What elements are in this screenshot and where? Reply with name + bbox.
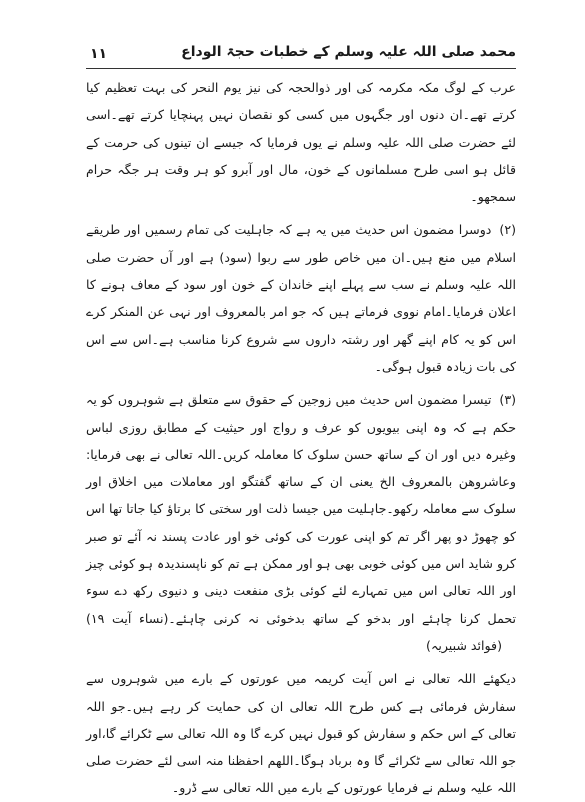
source-citation: (فوائد شبیریہ) — [426, 637, 502, 653]
paragraph-2 — [86, 216, 516, 380]
paragraph-2-text: دوسرا مضمون اس حدیث میں یہ ہے کہ جاہلیت کی تمام رسمیں اور طریقے اسلام میں منع ہیں۔ان میں خاص طور سے ربوا (سود) ہے اور آں حضرت صلی اللہ علیہ وسلم نے سب سے پہلے اپنے خاندان کے خون اور سود کے معاف ہونے کا اعلان فرمایا۔امام نووی فرماتے ہیں کہ جو امر بالمعروف اور نہی عن المنکر کرے اس کو یہ کام اپنے گھر اور رشتہ داروں سے شروع کرنا مناسب ہے۔اس سے اس کی بات زیادہ قبول ہوگی۔ — [86, 222, 516, 374]
paragraph-3-text: تیسرا مضمون اس حدیث میں زوجین کے حقوق سے متعلق ہے شوہروں کو یہ حکم ہے کہ وہ اپنی بیویوں کو عرف و رواج اور حیثیت کے مطابق روزی لباس وغیرہ دیں اور ان کے ساتھ حسن سلوک کا معاملہ کریں۔اللہ تعالی نے بھی فرمایا: وعاشروھن بالمعروف الخ یعنی ان کے ساتھ گفتگو اور معاملات میں اخلاق اور سلوک سے معاملہ رکھو۔جاہلیت میں جیسا ذلت اور سختی کا برتاؤ کیا جاتا تھا اس کو چھوڑ دو پھر اگر تم کو اپنی عورت کی کوئی خو اور عادت پسند نہ آئے تو صبر کرو شاید اس میں کوئی خوبی بھی ہو اور ممکن ہے تم کو ناپسندیدہ ہو کوئی چیز اور اللہ تعالی اس میں تمہارے لئے کوئی بڑی منفعت دینی و دنیوی رکھ دے سوء تحمل کرنا چاہئے اور بدخو کے ساتھ بدخوئی نہ کرنی چاہئے۔(نساء آیت ۱۹) — [86, 392, 516, 626]
paragraph-1-text: عرب کے لوگ مکہ مکرمہ کی اور ذوالحجہ کی نیز یوم النحر کی بہت تعظیم کیا کرتے تھے۔ان دنوں اور جگہوں میں کسی کو نقصان نہیں پہنچایا کرتے تھے۔اسی لئے حضرت صلی اللہ علیہ وسلم نے یوں فرمایا کہ جیسے ان تینوں کی حرمت کے قائل ہو اسی طرح مسلمانوں کے خون، مال اور آبرو کو ہر وقت ہر جگہ حرام سمجھو۔ — [86, 80, 516, 205]
running-header — [86, 38, 516, 69]
paragraph-3 — [86, 386, 516, 659]
page-number: ۱۱ — [90, 46, 108, 62]
paragraph-3-number: (۳) — [499, 392, 516, 408]
paragraph-4-text: دیکھئے اللہ تعالی نے اس آیت کریمہ میں عورتوں کے بارے میں شوہروں سے سفارش فرمائی ہے کس طرح اللہ تعالی ان کی حمایت کر رہے ہیں۔جو اللہ تعالی کے اس حکم و سفارش کو قبول نہیں کرے گا وہ اللہ تعالی سے ٹکرائے گا،اور جو اللہ تعالی سے ٹکرائے گا وہ برباد ہوگا۔اللھم احفظنا منہ اسی لئے حضرت صلی اللہ علیہ وسلم نے فرمایا عورتوں کے بارے میں اللہ تعالی سے ڈرو۔ — [86, 671, 516, 796]
paragraph-1 — [86, 74, 516, 210]
paragraph-4 — [86, 665, 516, 801]
header-title: محمد صلی اللہ علیہ وسلم کے خطبات حجۃ الوداع — [181, 44, 516, 60]
page-body — [86, 74, 516, 796]
paragraph-2-number: (۲) — [499, 222, 516, 238]
